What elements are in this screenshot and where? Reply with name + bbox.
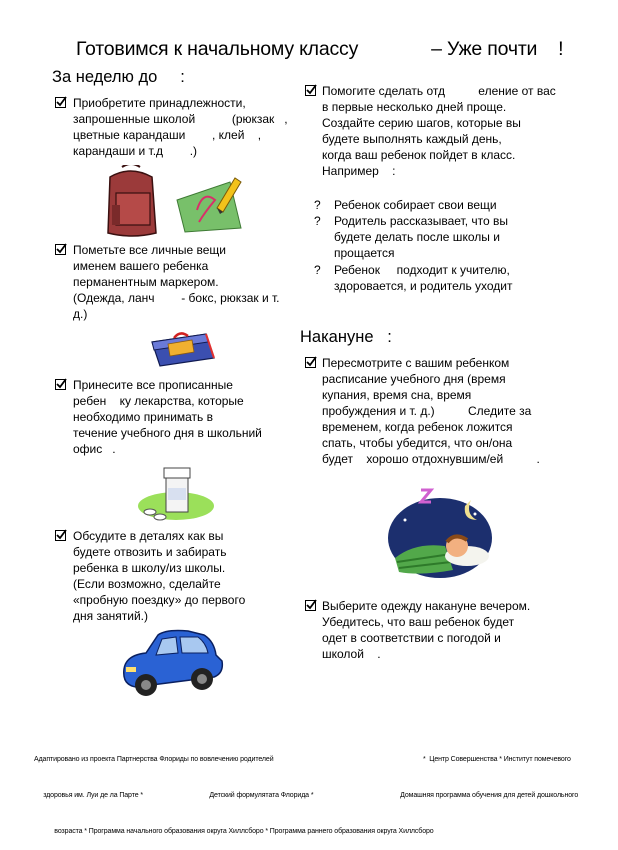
item-line: течение учебного дня в школьний: [73, 426, 262, 440]
item-line: необходимо принимать в: [73, 410, 214, 424]
item-line: когда ваш ребенок пойдет в класс.: [322, 148, 516, 162]
item-line: одет в соответствии с погодой и: [322, 631, 501, 645]
item-line: пробуждения и т. д.) Следите за: [322, 404, 532, 418]
checkbox-icon: [55, 97, 66, 108]
item-line: Создайте серию шагов, которые вы: [322, 116, 521, 130]
item-line: д.): [73, 307, 88, 321]
sub-item-line: прощается: [334, 246, 395, 260]
sub-item-marker: ?: [314, 263, 321, 277]
item-line: школой .: [322, 647, 381, 661]
item-line: ребен ку лекарства, которые: [73, 394, 244, 408]
sub-item-1: [314, 197, 544, 213]
left-item-4: [55, 528, 285, 624]
item-line: (Если возможно, сделайте: [73, 577, 221, 591]
item-line: ребенка в школу/из школы.: [73, 561, 226, 575]
car-icon: [118, 625, 228, 705]
item-line: Пересмотрите с вашим ребенком: [322, 356, 510, 370]
sub-item-line: здоровается, и родитель уходит: [334, 279, 513, 293]
checkbox-icon: [305, 357, 316, 368]
right-item-1: [305, 83, 555, 179]
page-title: Готовимся к начальному классу – Уже почти !: [76, 38, 564, 60]
item-line: именем вашего ребенка: [73, 259, 209, 273]
crayon-icon: [175, 170, 245, 235]
item-line: дня занятий.): [73, 609, 148, 623]
left-item-2: [55, 242, 285, 322]
left-item-3: [55, 377, 285, 457]
sub-item-line: Ребенок подходит к учителю,: [334, 263, 510, 277]
sub-item-2: [314, 213, 544, 261]
item-line: Приобретите принадлежности,: [73, 96, 246, 110]
item-line: Принесите все прописанные: [73, 378, 233, 392]
item-line: спать, чтобы убедится, что он/она: [322, 436, 513, 450]
item-line: Пометьте все личные вещи: [73, 243, 226, 257]
checkbox-icon: [305, 600, 316, 611]
checkbox-icon: [55, 244, 66, 255]
item-line: временем, когда ребенок ложится: [322, 420, 513, 434]
footer-line: возраста * Программа начального образования округа Хиллсборо * Программа раннего образования округа Хиллсборо: [34, 828, 434, 835]
right-item-2: [305, 355, 555, 467]
footer-line: здоровья им. Луи де ла Парте * Детский формулятата Флорида * Домашняя программа обучения для детей дошкольного: [34, 792, 579, 799]
lunchbox-icon: [148, 328, 218, 370]
footer-line: Адаптировано из проекта Партнерства Флориды по вовлечению родителей * Центр Совершенства * Институт помечевого: [34, 756, 571, 763]
item-line: карандаши и т.д .): [73, 144, 198, 158]
section-heading-night-before: Накануне :: [300, 328, 392, 346]
item-line: запрошенные школой (рюкзак ,: [73, 112, 288, 126]
item-line: «пробную поездку» до первого: [73, 593, 246, 607]
footer-credits: [34, 730, 594, 850]
sleeping-child-icon: [385, 480, 495, 580]
item-line: (Одежда, ланч - бокс, рюкзак и т.: [73, 291, 280, 305]
right-item-3: [305, 598, 555, 662]
checkbox-icon: [305, 85, 316, 96]
item-line: цветные карандаши , клей ,: [73, 128, 262, 142]
item-line: офис .: [73, 442, 116, 456]
item-line: перманентным маркером.: [73, 275, 219, 289]
medicine-bottle-icon: [136, 462, 216, 524]
sub-item-marker: ?: [314, 214, 321, 228]
item-line: Помогите сделать отд еление от вас: [322, 84, 556, 98]
sub-item-3: [314, 262, 544, 294]
item-line: в первые несколько дней проще.: [322, 100, 507, 114]
sub-item-line: Родитель рассказывает, что вы: [334, 214, 508, 228]
item-line: расписание учебного дня (время: [322, 372, 506, 386]
item-line: купания, время сна, время: [322, 388, 472, 402]
left-item-1: [55, 95, 288, 159]
checkbox-icon: [55, 530, 66, 541]
item-line: Выберите одежду накануне вечером.: [322, 599, 531, 613]
item-line: Убедитесь, что ваш ребенок будет: [322, 615, 515, 629]
item-line: Например :: [322, 164, 396, 178]
item-line: Обсудите в деталях как вы: [73, 529, 224, 543]
sub-item-marker: ?: [314, 198, 321, 212]
checkbox-icon: [55, 379, 66, 390]
sub-item-line: Ребенок собирает свои вещи: [334, 198, 497, 212]
item-line: будете выполнять каждый день,: [322, 132, 502, 146]
item-line: будет хорошо отдохнувшим/ей .: [322, 452, 540, 466]
item-line: будете отвозить и забирать: [73, 545, 227, 559]
section-heading-week-before: За неделю до :: [52, 68, 185, 86]
sub-item-line: будете делать после школы и: [334, 230, 500, 244]
